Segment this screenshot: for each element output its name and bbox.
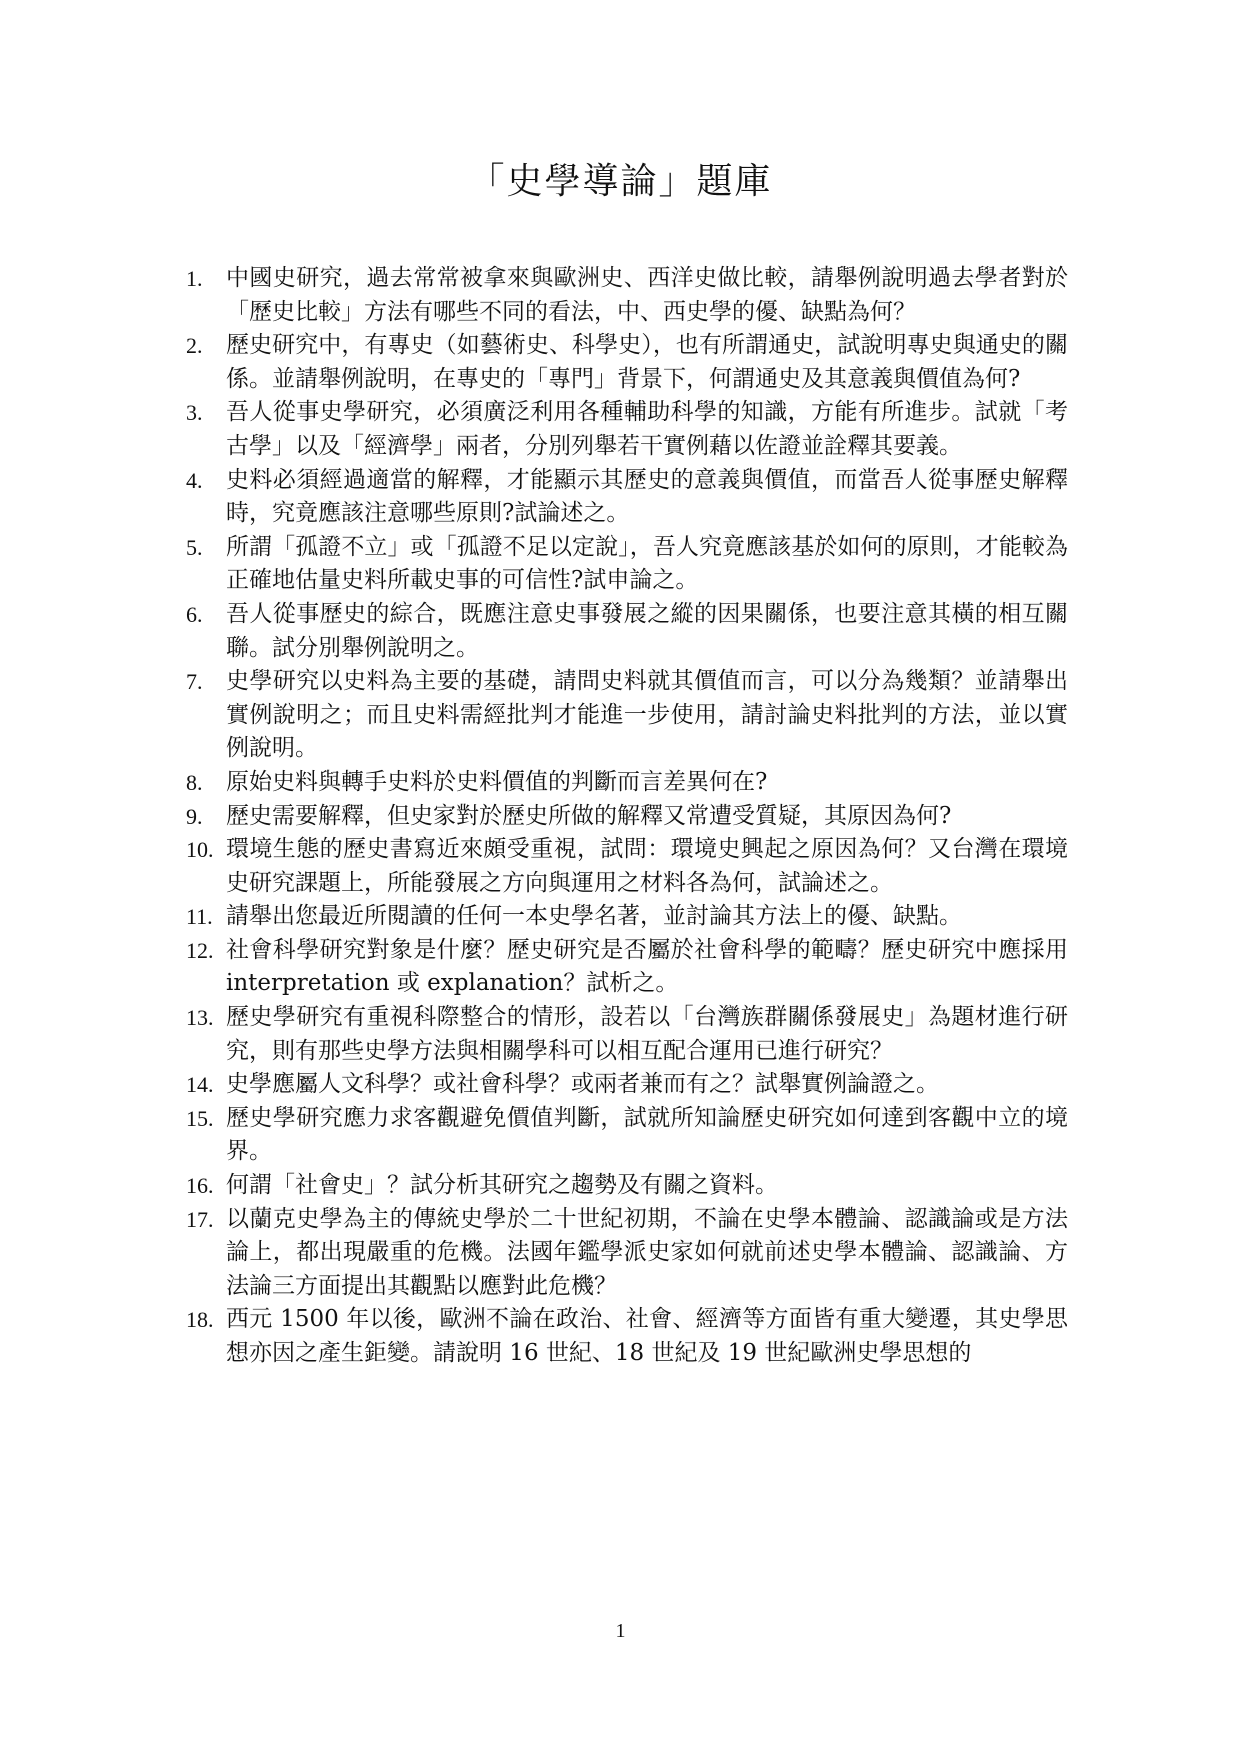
question-number: 8. <box>186 769 203 795</box>
question-number: 14. <box>186 1072 214 1098</box>
list-item <box>188 665 1068 766</box>
question-text: 社會科學研究對象是什麼？歷史研究是否屬於社會科學的範疇？歷史研究中應採用 interpretation 或 explanation？試析之。 <box>226 936 1068 997</box>
list-item <box>188 934 1068 1001</box>
page-number: 1 <box>615 1620 626 1642</box>
question-text: 環境生態的歷史書寫近來頗受重視，試問：環境史興起之原因為何？又台灣在環境史研究課題上，所能發展之方向與運用之材料各為何，試論述之。 <box>226 836 1068 896</box>
question-number: 12. <box>186 937 214 963</box>
question-list <box>188 262 1068 1371</box>
question-number: 3. <box>186 400 203 426</box>
question-number: 6. <box>186 601 203 627</box>
list-item <box>188 1102 1068 1169</box>
list-item <box>188 464 1068 531</box>
question-text: 歷史學研究應力求客觀避免價值判斷，試就所知論歷史研究如何達到客觀中立的境界。 <box>226 1104 1068 1165</box>
list-item <box>188 1303 1068 1370</box>
question-text: 請舉出您最近所閱讀的任何一本史學名著，並討論其方法上的優、缺點。 <box>226 903 962 930</box>
question-number: 18. <box>186 1307 214 1333</box>
list-item <box>188 329 1068 396</box>
list-item <box>188 262 1068 329</box>
question-number: 2. <box>186 333 203 359</box>
list-item <box>188 1001 1068 1068</box>
question-number: 7. <box>186 669 203 695</box>
list-item <box>188 598 1068 665</box>
question-text: 吾人從事史學研究，必須廣泛利用各種輔助科學的知識，方能有所進步。試就「考古學」以及「經濟學」兩者，分別列舉若干實例藉以佐證並詮釋其要義。 <box>226 399 1068 459</box>
question-text: 歷史研究中，有專史（如藝術史、科學史），也有所謂通史，試說明專史與通史的關係。並請舉例說明，在專史的「專門」背景下，何謂通史及其意義與價值為何? <box>226 332 1068 392</box>
list-item <box>188 1169 1068 1203</box>
list-item <box>188 531 1068 598</box>
question-text: 史料必須經過適當的解釋，才能顯示其歷史的意義與價值，而當吾人從事歷史解釋時，究竟應該注意哪些原則?試論述之。 <box>226 466 1068 527</box>
list-item <box>188 900 1068 934</box>
question-text: 中國史研究，過去常常被拿來與歐洲史、西洋史做比較，請舉例說明過去學者對於「歷史比較」方法有哪些不同的看法，中、西史學的優、缺點為何？ <box>226 265 1068 325</box>
page-title: 「史學導論」題庫 <box>468 161 773 202</box>
question-number: 13. <box>186 1005 214 1031</box>
question-number: 1. <box>186 266 203 291</box>
list-item <box>188 800 1068 834</box>
question-number: 4. <box>186 467 203 493</box>
question-number: 16. <box>186 1173 214 1199</box>
question-text: 原始史料與轉手史料於史料價值的判斷而言差異何在? <box>226 768 768 795</box>
question-text: 史學應屬人文科學？或社會科學？或兩者兼而有之？試舉實例論證之。 <box>226 1071 939 1098</box>
question-number: 9. <box>186 803 203 829</box>
question-text: 吾人從事歷史的綜合，既應注意史事發展之縱的因果關係，也要注意其橫的相互關聯。試分別舉例說明之。 <box>226 600 1068 661</box>
question-number: 17. <box>186 1206 214 1232</box>
question-text: 所謂「孤證不立」或「孤證不足以定說」，吾人究竟應該基於如何的原則，才能較為正確地估量史料所載史事的可信性?試申論之。 <box>226 533 1068 594</box>
question-text: 史學研究以史料為主要的基礎，請問史料就其價值而言，可以分為幾類？並請舉出實例說明之；而且史料需經批判才能進一步使用，請討論史料批判的方法，並以實例說明。 <box>226 668 1068 762</box>
question-text: 歷史學研究有重視科際整合的情形，設若以「台灣族群關係發展史」為題材進行研究，則有那些史學方法與相關學科可以相互配合運用已進行研究？ <box>226 1004 1068 1064</box>
question-number: 11. <box>186 904 213 930</box>
list-item <box>188 396 1068 463</box>
list-item <box>188 1203 1068 1304</box>
question-number: 10. <box>186 837 214 863</box>
list-item <box>188 1068 1068 1102</box>
question-number: 5. <box>186 534 203 560</box>
list-item <box>188 766 1068 800</box>
question-number: 15. <box>186 1105 214 1131</box>
question-text: 以蘭克史學為主的傳統史學於二十世紀初期，不論在史學本體論、認識論或是方法論上，都出現嚴重的危機。法國年鑑學派史家如何就前述史學本體論、認識論、方法論三方面提出其觀點以應對此危機？ <box>226 1205 1068 1299</box>
question-text: 歷史需要解釋，但史家對於歷史所做的解釋又常遭受質疑，其原因為何? <box>226 802 952 829</box>
question-text: 何謂「社會史」？試分析其研究之趨勢及有關之資料。 <box>226 1172 778 1199</box>
question-text: 西元 1500 年以後，歐洲不論在政治、社會、經濟等方面皆有重大變遷，其史學思想亦因之產生鉅變。請說明 16 世紀、18 世紀及 19 世紀歐洲史學思想的 <box>226 1306 1068 1366</box>
list-item <box>188 833 1068 900</box>
